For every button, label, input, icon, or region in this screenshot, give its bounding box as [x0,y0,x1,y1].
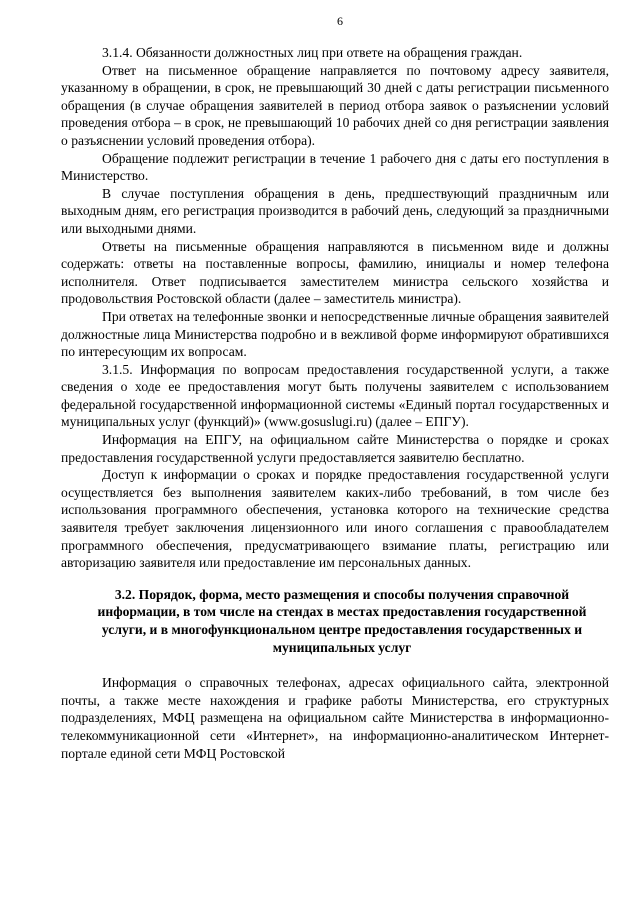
section-heading-3-2: 3.2. Порядок, форма, место размещения и способы получения справочной информации, в том числе на стендах в местах предоставления государственной услуги, и в многофункциональном центре предоставления государственных и муниципальных услуг [97,586,587,655]
paragraph-3-1-4-title: 3.1.4. Обязанности должностных лиц при ответе на обращения граждан. [102,45,523,60]
paragraph-written-reply-content: Ответы на письменные обращения направляются в письменном виде и должны содержать: ответы на поставленные вопросы, фамилию, инициалы и номер телефона исполнителя. Ответ подписывается заместителем министра сельского хозяйства и продовольствия Ростовской области (далее – заместитель министра). [61,238,609,307]
paragraph-holiday-registration: В случае поступления обращения в день, предшествующий праздничным или выходным дням, его регистрация производится в рабочий день, следующий за праздничными или выходными днями. [61,185,609,236]
page-number: 6 [337,14,343,28]
paragraph-written-reply-deadline: Ответ на письменное обращение направляется по почтовому адресу заявителя, указанному в обращении, в срок, не превышающий 30 дней с даты регистрации письменного обращения (в случае обращения заявителей в период отбора заявок о разъяснении условий проведения отбора – в срок, не превышающий 10 рабочих дней со дня регистрации заявления о разъяснении условий проведения отбора). [61,62,609,148]
paragraph-access-without-requirements: Доступ к информации о сроках и порядке предоставления государственной услуги осуществляется без выполнения заявителем каких-либо требований, в том числе без использования программного обеспечения, установка которого на технические средства заявителя требует заключения лицензионного или иного соглашения с правообладателем программного обеспечения, предусматривающего взимание платы, регистрацию или авторизацию заявителя или предоставление им персональных данных. [61,467,609,571]
paragraph-phone-calls: При ответах на телефонные звонки и непосредственные личные обращения заявителей должностные лица Министерства подробно и в вежливой форме информируют обратившихся по интересующим их вопросам. [61,308,609,360]
paragraph-reference-info: Информация о справочных телефонах, адресах официального сайта, электронной почты, а также месте нахождения и графике работы Министерства, его структурных подразделениях, МФЦ размещена на официальном сайте Министерства в информационно-телекоммуникационной сети «Интернет», на информационно-аналитическом Интернет-портале единой сети МФЦ Ростовской [61,675,609,761]
paragraph-registration-term: Обращение подлежит регистрации в течение 1 рабочего дня с даты его поступления в Министерство. [61,150,609,184]
paragraph-free-info: Информация на ЕПГУ, на официальном сайте Министерства о порядке и сроках предоставления государственной услуги предоставляется заявителю бесплатно. [61,432,609,465]
paragraph-3-1-5-epgu: 3.1.5. Информация по вопросам предоставления государственной услуги, а также сведения о ходе ее предоставления могут быть получены заявителем с использованием федеральной государственной информационной системы «Единый портал государственных и муниципальных услуг (функций)» (www.gosuslugi.ru) (далее – ЕПГУ). [61,361,609,430]
